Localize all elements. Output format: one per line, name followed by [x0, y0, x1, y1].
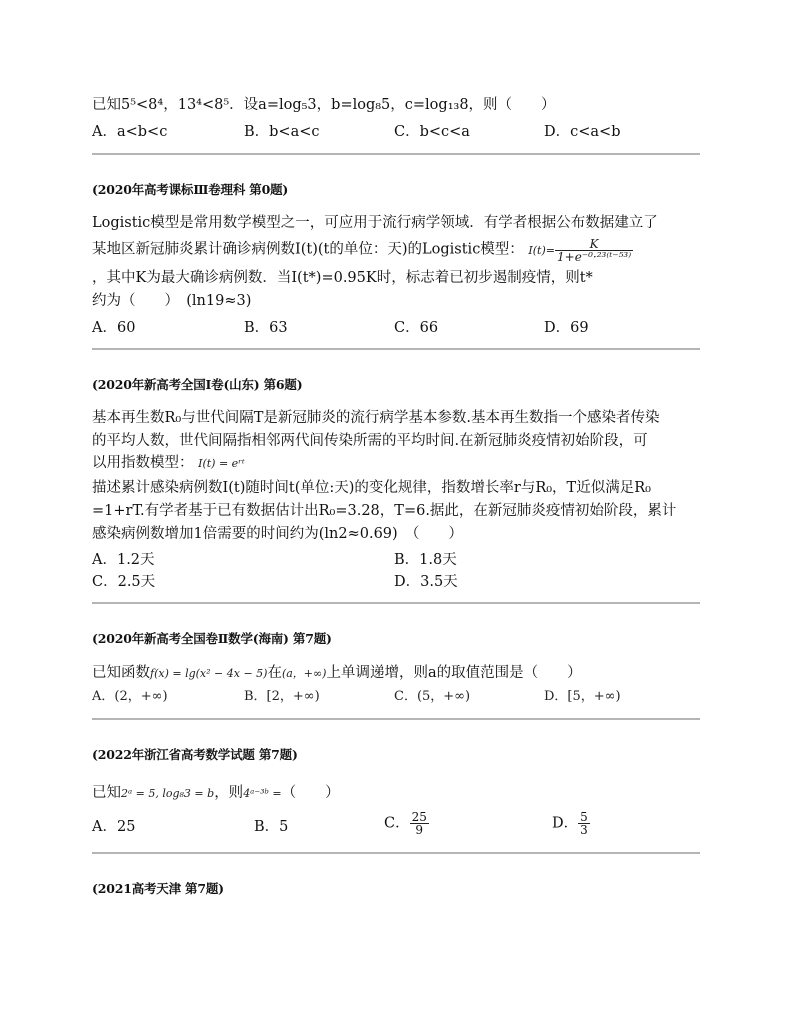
question-5-stem	[92, 782, 340, 805]
question-5-stem-a: 已知	[92, 785, 121, 801]
option-d[interactable]: D．69	[544, 320, 589, 336]
question-3-line-2: 的平均人数，世代间隔指相邻两代间传染所需的平均时间.在新冠肺炎疫情初始阶段，可	[92, 433, 648, 449]
option-c[interactable]	[384, 811, 429, 836]
option-d[interactable]: D．c<a<b	[544, 124, 621, 140]
question-2-line-2-text: 某地区新冠肺炎累计确诊病例数I(t)(t的单位：天)的Logistic模型：	[92, 241, 524, 258]
target-expression: 4ᵃ⁻³ᵇ =	[243, 787, 282, 800]
question-3-source: (2020年新高考全国Ⅰ卷(山东) 第6题)	[92, 377, 303, 392]
question-1-options	[92, 120, 702, 140]
option-c[interactable]: C．66	[394, 320, 439, 336]
option-c-label: C．	[384, 815, 410, 832]
question-2-line-2	[92, 238, 633, 263]
question-3-line-6: 感染病例数增加1倍需要的时间约为(ln2≈0.69) （ ）	[92, 526, 463, 542]
exponential-formula: I(t) = eʳᵗ	[198, 457, 245, 470]
question-2-line-3: ，其中K为最大确诊病例数．当I(t*)=0.95K时，标志着已初步遏制疫情，则t*	[92, 270, 593, 286]
interval-formula: (a，+∞)	[281, 667, 327, 680]
option-c-fraction	[410, 811, 429, 836]
question-4-stem-b: 在	[267, 665, 282, 681]
option-a[interactable]: A．1.2天	[92, 552, 155, 568]
option-b[interactable]: B．[2，+∞)	[244, 689, 320, 704]
option-d[interactable]: D．3.5天	[394, 574, 458, 590]
option-d[interactable]: D．[5，+∞)	[544, 689, 621, 704]
question-5-options	[92, 810, 702, 845]
option-c-denominator: 9	[415, 823, 424, 837]
option-d-denominator: 3	[580, 823, 588, 837]
option-c-numerator: 25	[411, 810, 427, 824]
question-3-line-1: 基本再生数R₀与世代间隔T是新冠肺炎的流行病学基本参数.基本再生数指一个感染者传染	[92, 410, 660, 426]
question-5	[92, 782, 702, 804]
formula-fraction	[555, 238, 633, 263]
question-2	[92, 212, 702, 312]
question-1-stem: 已知5⁵<8⁴，13⁴<8⁵．设a=log₅3，b=log₈5，c=log₁₃8，则（ ）	[92, 97, 556, 113]
question-4-stem-c: 上单调递增，则a的取值范围是（ ）	[326, 665, 582, 681]
question-2-line-1: Logistic模型是常用数学模型之一，可应用于流行病学领域．有学者根据公布数据建立了	[92, 215, 658, 231]
option-b[interactable]: B．5	[254, 819, 289, 835]
question-5-stem-b: ，则	[214, 785, 244, 801]
question-4	[92, 662, 702, 684]
divider	[92, 718, 700, 720]
option-a[interactable]: A．(2，+∞)	[92, 689, 168, 704]
question-3-line-4: 描述累计感染病例数I(t)随时间t(单位:天)的变化规律，指数增长率r与R₀，T近似满足R₀	[92, 480, 651, 496]
question-4-stem-a: 已知函数	[92, 665, 150, 681]
question-2-line-4: 约为（ ） (ln19≈3)	[92, 293, 252, 309]
question-2-options	[92, 316, 702, 336]
question-3-line-3	[92, 452, 245, 475]
option-c[interactable]: C．2.5天	[92, 574, 156, 590]
question-4-stem	[92, 662, 582, 685]
question-3	[92, 407, 702, 542]
option-a[interactable]: A．a<b<c	[92, 124, 168, 140]
question-4-source: (2020年新高考全国卷Ⅱ数学(海南) 第7题)	[92, 631, 332, 646]
function-formula: f(x) = lg(x² − 4x − 5)	[150, 667, 268, 680]
divider	[92, 852, 700, 854]
question-4-options	[92, 685, 702, 705]
question-1	[92, 94, 702, 116]
logistic-formula	[528, 237, 633, 264]
question-5-source: (2022年浙江省高考数学试题 第7题)	[92, 747, 298, 762]
option-d-label: D．	[552, 815, 579, 832]
divider	[92, 602, 700, 604]
question-3-options-row-1	[92, 548, 702, 568]
option-d-numerator: 5	[580, 810, 588, 824]
option-b[interactable]: B．63	[244, 320, 288, 336]
question-2-source: (2020年高考课标Ⅲ卷理科 第0题)	[92, 182, 289, 197]
option-a[interactable]: A．25	[92, 819, 136, 835]
option-b[interactable]: B．1.8天	[394, 552, 457, 568]
question-3-options-row-2	[92, 570, 702, 590]
divider	[92, 348, 700, 350]
formula-denominator: 1+e⁻⁰·²³⁽ᵗ⁻⁵³⁾	[557, 250, 632, 264]
option-a[interactable]: A．60	[92, 320, 136, 336]
question-3-line-5: =1+rT.有学者基于已有数据估计出R₀=3.28，T=6.据此，在新冠肺炎疫情初始阶段，累计	[92, 503, 677, 519]
question-5-stem-c: （ ）	[281, 785, 340, 801]
question-3-line-3-text: 以用指数模型：	[92, 455, 194, 471]
formula-numerator: K	[555, 238, 633, 251]
divider	[92, 153, 700, 155]
given-formula: 2ᵃ = 5, log₈3 = b	[121, 787, 215, 800]
formula-left: I(t)=	[528, 243, 555, 257]
question-6-source: (2021高考天津 第7题)	[92, 881, 224, 896]
option-d-fraction	[578, 811, 590, 836]
option-d[interactable]	[552, 811, 590, 836]
option-b[interactable]: B．b<a<c	[244, 124, 320, 140]
option-c[interactable]: C．(5，+∞)	[394, 689, 471, 704]
option-c[interactable]: C．b<c<a	[394, 124, 470, 140]
